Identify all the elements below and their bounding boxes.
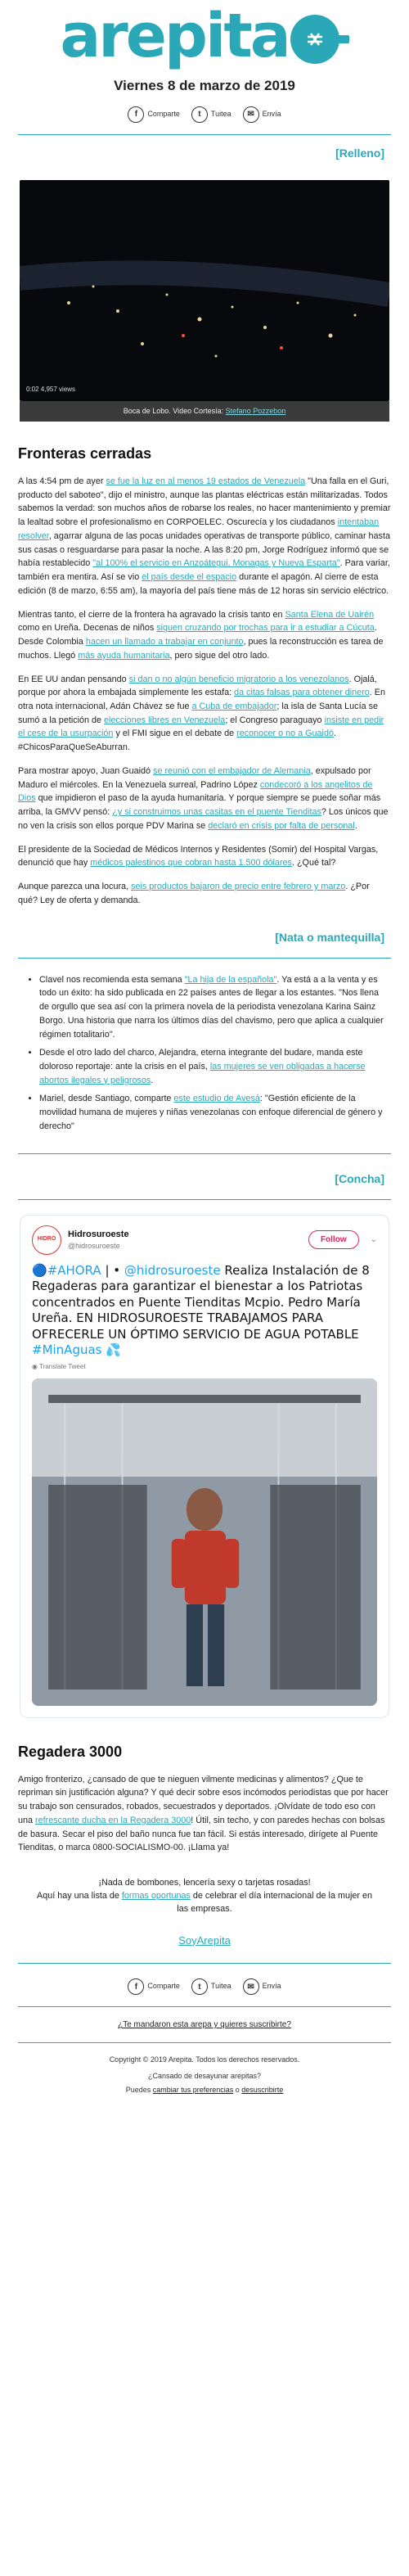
night-city-video-frame: [20, 180, 389, 401]
footer-note: ¡Nada de bombones, lencería sexy o tarjetas rosadas! Aquí hay una lista de formas oportunas de celebrar el día internacional de la mujer en las empresas.: [37, 1878, 372, 1915]
video-views: 0:02 4,957 views: [26, 385, 76, 393]
heading-fronteras: Fronteras cerradas: [18, 445, 152, 462]
tweet-author-handle[interactable]: @hidrosuroeste: [68, 1242, 120, 1251]
share-bar-bottom: [0, 1964, 409, 2006]
paragraph: El presidente de la Sociedad de Médicos Internos y Residentes (Somir) del Hospital Vargas, denunció que hay médicos palestinos que cobran hasta 1.500 dólares. ¿Qué tal?: [18, 844, 379, 868]
inline-link[interactable]: el país desde el espacio: [142, 572, 237, 583]
avatar[interactable]: HIDRO: [32, 1225, 61, 1255]
signature: [0, 1920, 409, 1964]
inline-link[interactable]: seis productos bajaron de precio entre febrero y marzo: [131, 882, 346, 892]
inline-link[interactable]: se fue la luz en al menos 19 estados de Venezuela: [106, 476, 306, 486]
facebook-icon: f: [128, 1978, 144, 1995]
embedded-tweet[interactable]: [20, 1215, 389, 1718]
follow-button[interactable]: Follow: [308, 1230, 359, 1249]
hashtag-link[interactable]: #MinAguas: [32, 1342, 102, 1358]
section-tag-nata: [Nata o mantequilla]: [275, 930, 384, 944]
recommendations-list: [0, 959, 409, 1145]
video-caption: Boca de Lobo. Video Cortesía: Stefano Pozzebon: [20, 401, 389, 422]
arepita-logo: [0, 0, 409, 71]
inline-link[interactable]: a Cuba de embajador: [191, 702, 277, 712]
translate-tweet-link[interactable]: ◉ Translate Tweet: [32, 1362, 86, 1370]
heading-regadera: Regadera 3000: [18, 1743, 123, 1760]
inline-link[interactable]: si dan o no algún beneficio migratorio a los venezolanos: [128, 674, 349, 684]
inline-link[interactable]: siguen cruzando por trochas para ir a estudiar a Cúcuta: [156, 623, 375, 634]
video-player[interactable]: [20, 180, 389, 401]
list-item: • Clavel nos recomienda esta semana "La hija de la española". Ya está a a la venta y es todo un éxito: ha sido publicada en 22 países antes de llegar a los estantes. "Nos llena de orgullo que sea así con la primera novela de la periodista venezolana Karina Sainz Borgo. Una historia que narra los últimos días del chavismo, pero que aplica a cualquier régimen totalitario".: [39, 973, 384, 1042]
prefs-question: ¿Cansado de desayunar arepitas?: [147, 2071, 262, 2080]
share-email-button[interactable]: ✉ Envía: [243, 106, 281, 123]
inline-link[interactable]: refrescante ducha en la Regadera 3000: [35, 1815, 191, 1825]
inline-link[interactable]: da citas falsas para obtener dinero: [234, 688, 370, 698]
share-email-button[interactable]: ✉ Envía: [243, 1978, 281, 1995]
inline-link[interactable]: insiste en pedir el cese de la usurpación: [18, 715, 384, 739]
mention-link[interactable]: @hidrosuroeste: [124, 1262, 221, 1278]
paragraph: En EE UU andan pensando si dan o no algún beneficio migratorio a los venezolanos. Ojalá, porque por ahora la embajada simplemente les estafa: da citas falsas para obtener dinero. En otra nota internacional, Adán Chávez se fue a Cuba de embajador; la isla de Santa Lucía se sumó a la petición de elecciones libres en Venezuela; el Congreso paraguayo insiste en pedir el cese de la usurpación y el FMI sigue en el debate de reconocer o no a Guaidó. #ChicosParaQueSeAburran.: [18, 674, 385, 753]
list-item: • Mariel, desde Santiago, comparte este estudio de Avesá: "Gestión eficiente de la movilidad humana de mujeres y niñas venezolanas con enfoque diferencial de género y derecho": [39, 1092, 384, 1133]
caption-link[interactable]: Stefano Pozzebon: [225, 406, 286, 415]
paragraph: A las 4:54 pm de ayer se fue la luz en al menos 19 estados de Venezuela "Una falla en el Guri, producto del saboteo", dijo el ministro, aunque las plantas eléctricas están militarizadas. Todos sabemos la verdad: son muchos años de robarse los reales, no hacer mantenimiento y premiar la lealtad sobre el profesionalismo en CORPOELEC. Oscurecía y los ciudadanos intentaban resolver, agarrar alguna de las pocas unidades operativas de transporte público, caminar hasta sus casas o resguardarse para pasar la noche. A las 8:20 pm, Jorge Rodríguez informó que se había restablecido "al 100% el servicio en Anzoátegui, Monagas y Nueva Esparta". Para variar, también era mentira. Así se vio el país desde el espacio durante el apagón. Al cierre de esta edición (8 de marzo, 6:55 am), la mayoría del país tiene más de 12 horas sin servicio eléctrico.: [18, 476, 391, 596]
twitter-icon: t: [191, 1978, 208, 1995]
shower-photo-illustration: [32, 1378, 377, 1706]
inline-link[interactable]: este estudio de Avesá: [173, 1094, 260, 1104]
share-facebook-button[interactable]: f Comparte: [128, 106, 180, 123]
plug-logo-icon: [290, 15, 339, 64]
share-facebook-button[interactable]: f Comparte: [128, 1978, 180, 1995]
share-twitter-button[interactable]: t Tuitea: [191, 1978, 231, 1995]
inline-link[interactable]: condecoró a los angelitos de Dios: [18, 779, 373, 804]
section-tag-concha: [Concha]: [335, 1171, 384, 1185]
section-tag-relleno: [Relleno]: [335, 146, 384, 160]
email-icon: ✉: [243, 106, 259, 123]
facebook-icon: f: [128, 106, 144, 123]
tweet-text: 🔵#AHORA | • @hidrosuroeste Realiza Instalación de 8 Regaderas para garantizar el bienestar a los Patriotas concentrados en Puente Tienditas Mcpio. Pedro María Ureña. EN HIDROSUROESTE TRABAJAMOS PARA OFRECERLE UN ÓPTIMO SERVICIO DE AGUA POTABLE #MinAguas 💦: [32, 1262, 370, 1358]
plug-icon: [338, 35, 349, 43]
inline-link[interactable]: elecciones libres en Venezuela: [104, 715, 226, 725]
logo-text: arepita: [60, 1, 289, 71]
preferences-link[interactable]: cambiar tus preferencias: [152, 2086, 234, 2095]
inline-link[interactable]: "La hija de la española": [184, 974, 277, 985]
prefs-line: Puedes cambiar tus preferencias o desuscribirte: [125, 2086, 284, 2095]
paragraph: Amigo fronterizo, ¿cansado de que te nieguen vilmente medicinas y alimentos? ¿Que te repriman sin justificación alguna? Y qué decir sobre esos incómodos periodistas que por hacer su trabajo son censurados, robados, secuestrados y deportados. ¡Olvídate de todo eso con una refrescante ducha en la Regadera 3000! Útil, sin techo, y con paredes hechas con bolsas de basura. Secar el piso del baño nunca fue tan fácil. Si estás interesado, dirígete al Puente Tienditas, o marca 0800-SOCIALISMO-00. ¡Llama ya!: [18, 1774, 389, 1853]
tweet-author-name[interactable]: Hidrosuroeste: [68, 1229, 129, 1239]
inline-link[interactable]: "al 100% el servicio en Anzoátegui, Monagas y Nueva Esparta": [92, 558, 340, 569]
inline-link[interactable]: más ayuda humanitaria: [78, 650, 170, 661]
soyarepita-link[interactable]: SoyArepita: [178, 1933, 231, 1947]
share-bar-top: [0, 105, 409, 134]
share-twitter-button[interactable]: t Tuitea: [191, 106, 231, 123]
copyright: Copyright © 2019 Arepita. Todos los derechos reservados.: [109, 2055, 300, 2064]
paragraph: Para mostrar apoyo, Juan Guaidó se reunió con el embajador de Alemania, expulsado por Maduro el miércoles. En la Venezuela surreal, Padrino López condecoró a los angelitos de Dios que impidieron el paso de la ayuda humanitaria. Y porque siempre se puede soñar más arriba, la GMVV pensó: ¿y si construimos unas casitas en el puente Tienditas? Los únicos que no ven la crisis son ellos porque PDV Marina se declaró en crisis por falta de personal.: [18, 765, 389, 831]
twitter-icon: t: [191, 106, 208, 123]
inline-link[interactable]: hacen un llamado a trabajar en conjunto: [85, 637, 244, 647]
formas-oportunas-link[interactable]: formas oportunas: [121, 1891, 191, 1902]
inline-link[interactable]: médicos palestinos que cobran hasta 1.500 dólares: [90, 858, 292, 868]
subscribe-box: [0, 2007, 409, 2042]
list-item: • Desde el otro lado del charco, Alejandra, eterna integrante del budare, manda este doloroso reportaje: ante la crisis en el país, las mujeres se ven obligadas a hacerse abortos ilegales y peligrosos.: [39, 1046, 384, 1087]
inline-link[interactable]: ¿y si construimos unas casitas en el puente Tienditas: [112, 807, 321, 818]
divider: [18, 1199, 391, 1200]
inline-link[interactable]: se reunió con el embajador de Alemania: [153, 765, 311, 776]
tweet-header: [32, 1225, 377, 1255]
inline-link[interactable]: declaró en crisis por falta de personal: [208, 820, 355, 831]
globe-icon: ◉: [32, 1362, 40, 1370]
paragraph: Mientras tanto, el cierre de la frontera ha agravado la crisis tanto en Santa Elena de Uairén como en Ureña. Decenas de niños siguen cruzando por trochas para ir a estudiar a Cúcuta. Desde Colombia hacen un llamado a trabajar en conjunto, pues la reconstrucción es tarea de muchos. Llegó más ayuda humanitaria, pero sigue del otro lado.: [18, 609, 384, 661]
paragraph: Aunque parezca una locura, seis productos bajaron de precio entre febrero y marzo. ¿Por qué? Ley de oferta y demanda.: [18, 882, 370, 905]
inline-link[interactable]: Santa Elena de Uairén: [285, 609, 375, 620]
tweet-photo-worker-shower[interactable]: [32, 1378, 377, 1706]
inline-link[interactable]: reconocer o no a Guaidó: [236, 729, 334, 739]
subscribe-link[interactable]: ¿Te mandaron esta arepa y quieres suscribirte?: [118, 2020, 291, 2030]
unsubscribe-link[interactable]: desuscribirte: [241, 2086, 284, 2095]
inline-link[interactable]: las mujeres se ven obligadas a hacerse abortos ilegales y peligrosos: [39, 1061, 366, 1085]
hashtag-link[interactable]: #AHORA: [47, 1262, 101, 1278]
chevron-down-icon[interactable]: ⌄: [370, 1235, 377, 1245]
issue-date: Viernes 8 de marzo de 2019: [114, 78, 295, 93]
email-icon: ✉: [243, 1978, 259, 1995]
inline-link[interactable]: intentaban resolver: [18, 517, 380, 541]
